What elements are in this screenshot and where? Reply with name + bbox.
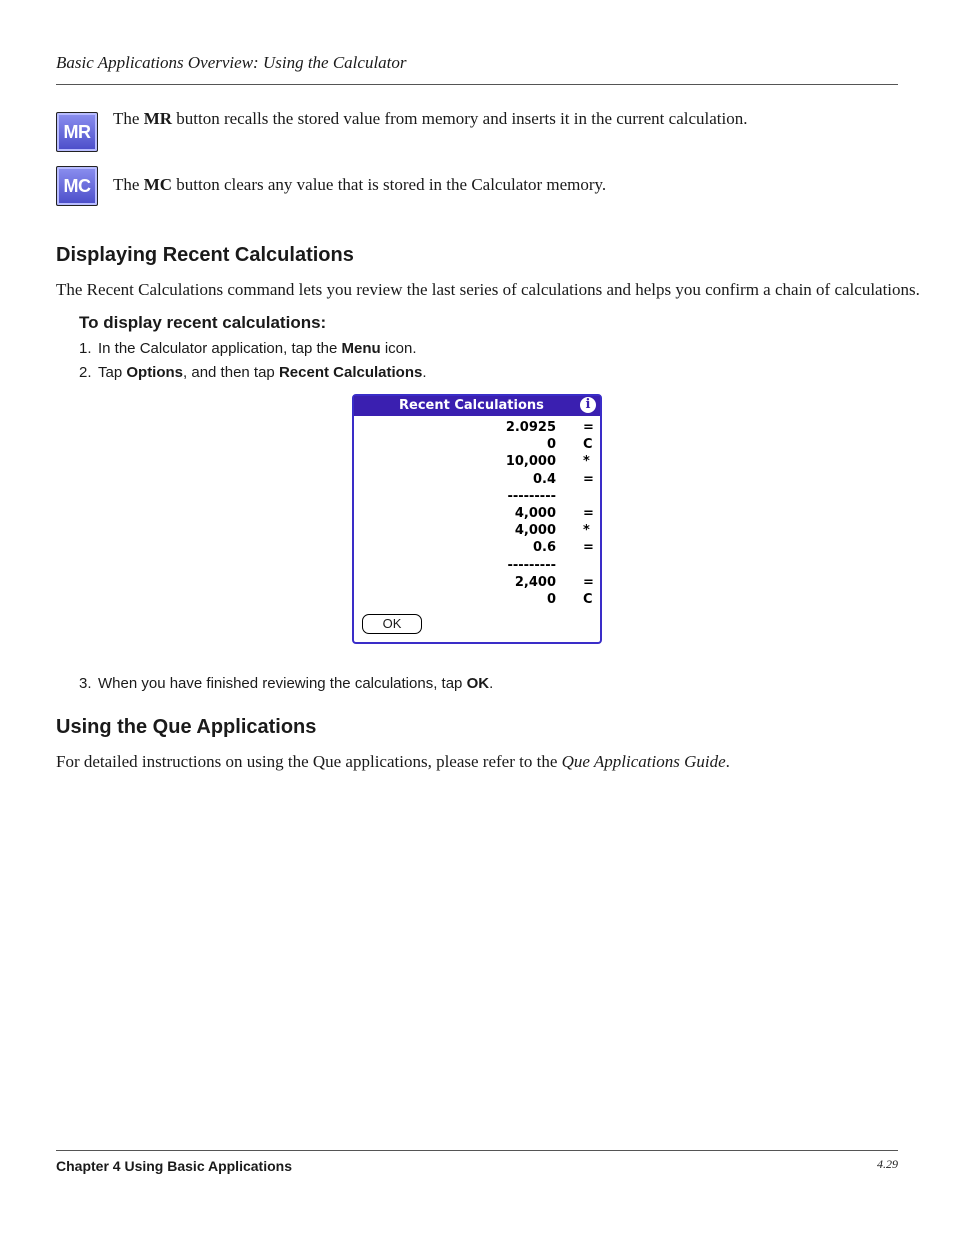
step-2-mid: , and then tap (183, 364, 279, 381)
calc-operator: = (583, 471, 594, 487)
que-guide-title: Que Applications Guide (561, 752, 726, 771)
que-body-text: For detailed instructions on using the Que applications, please refer to the (56, 752, 562, 771)
step-2-post: . (422, 364, 427, 381)
calculation-list (354, 420, 600, 609)
calc-value: 0 (546, 437, 556, 453)
calc-value: 0.4 (532, 471, 556, 487)
procedure-heading: To display recent calculations: (79, 313, 327, 332)
section-body-recent-calculations: The Recent Calculations command lets you review the last series of calculations and helps you confirm a chain of calculations. (56, 280, 920, 299)
calc-operator: = (583, 505, 594, 521)
calc-operator: C (583, 437, 593, 453)
step-1 (79, 340, 417, 357)
calc-value: 4,000 (514, 523, 556, 539)
mc-desc-bold: MC (143, 175, 173, 194)
step-2-text: Tap (98, 364, 127, 381)
calc-line (354, 592, 600, 609)
page-number: 4.29 (877, 1157, 898, 1171)
mr-button-icon: MR (56, 112, 98, 152)
calc-operator: C (583, 591, 593, 607)
calc-value: 2.0925 (505, 420, 556, 435)
ok-button[interactable]: OK (362, 614, 422, 634)
calc-line (354, 506, 600, 523)
step-3-post: . (489, 675, 494, 692)
step-2-bold: Options (126, 364, 184, 381)
step-1-number: 1. (79, 340, 92, 357)
step-3-text: When you have finished reviewing the calculations, tap (98, 675, 467, 692)
calc-line (354, 420, 600, 437)
dialog-title: Recent Calculations (399, 398, 544, 413)
mc-desc-pre: The (113, 175, 144, 194)
calc-line (354, 575, 600, 592)
calc-operator: = (583, 420, 594, 435)
step-2 (79, 364, 427, 381)
step-2-bold2: Recent Calculations (278, 364, 423, 381)
calc-value: 2,400 (514, 574, 556, 590)
header-rule (56, 84, 898, 85)
calc-value: 0 (546, 591, 556, 607)
calc-value: --------- (507, 488, 556, 504)
calc-line (354, 454, 600, 471)
step-1-bold: Menu (341, 340, 381, 357)
running-header: Basic Applications Overview: Using the Calculator (56, 53, 407, 72)
calc-operator: * (583, 523, 590, 539)
calc-value: 4,000 (514, 505, 556, 521)
mr-desc-post: button recalls the stored value from memory and inserts it in the current calculation. (172, 109, 748, 128)
mr-description (113, 109, 747, 129)
mc-desc-post: button clears any value that is stored in the Calculator memory. (172, 175, 607, 194)
step-3-bold: OK (466, 675, 490, 692)
section-heading-recent-calculations: Displaying Recent Calculations (56, 244, 354, 266)
step-1-text: In the Calculator application, tap the (98, 340, 342, 357)
footer-rule (56, 1150, 898, 1151)
step-3-number: 3. (79, 675, 92, 692)
info-icon[interactable]: i (580, 397, 596, 413)
mr-desc-pre: The (113, 109, 144, 128)
calc-value: --------- (507, 557, 556, 573)
calc-line (354, 558, 600, 575)
calc-value: 0.6 (532, 540, 556, 556)
calc-line (354, 437, 600, 454)
dialog-title-bar (354, 396, 600, 416)
calc-operator: = (583, 574, 594, 590)
mr-desc-bold: MR (143, 109, 173, 128)
step-3 (79, 675, 493, 692)
calc-line (354, 523, 600, 540)
footer-chapter: Chapter 4 Using Basic Applications (56, 1158, 292, 1174)
que-body-post: . (725, 752, 730, 771)
step-1-post: icon. (380, 340, 417, 357)
section-heading-que-applications: Using the Que Applications (56, 716, 317, 738)
recent-calculations-dialog (352, 394, 602, 644)
step-2-number: 2. (79, 364, 92, 381)
calc-operator: = (583, 540, 594, 556)
calc-value: 10,000 (505, 454, 556, 470)
mc-description (113, 175, 606, 195)
calc-line (354, 472, 600, 489)
calc-line (354, 540, 600, 557)
section-body-que-applications (56, 752, 730, 772)
calc-line (354, 489, 600, 506)
mc-button-icon: MC (56, 166, 98, 206)
calc-operator: * (583, 454, 590, 470)
